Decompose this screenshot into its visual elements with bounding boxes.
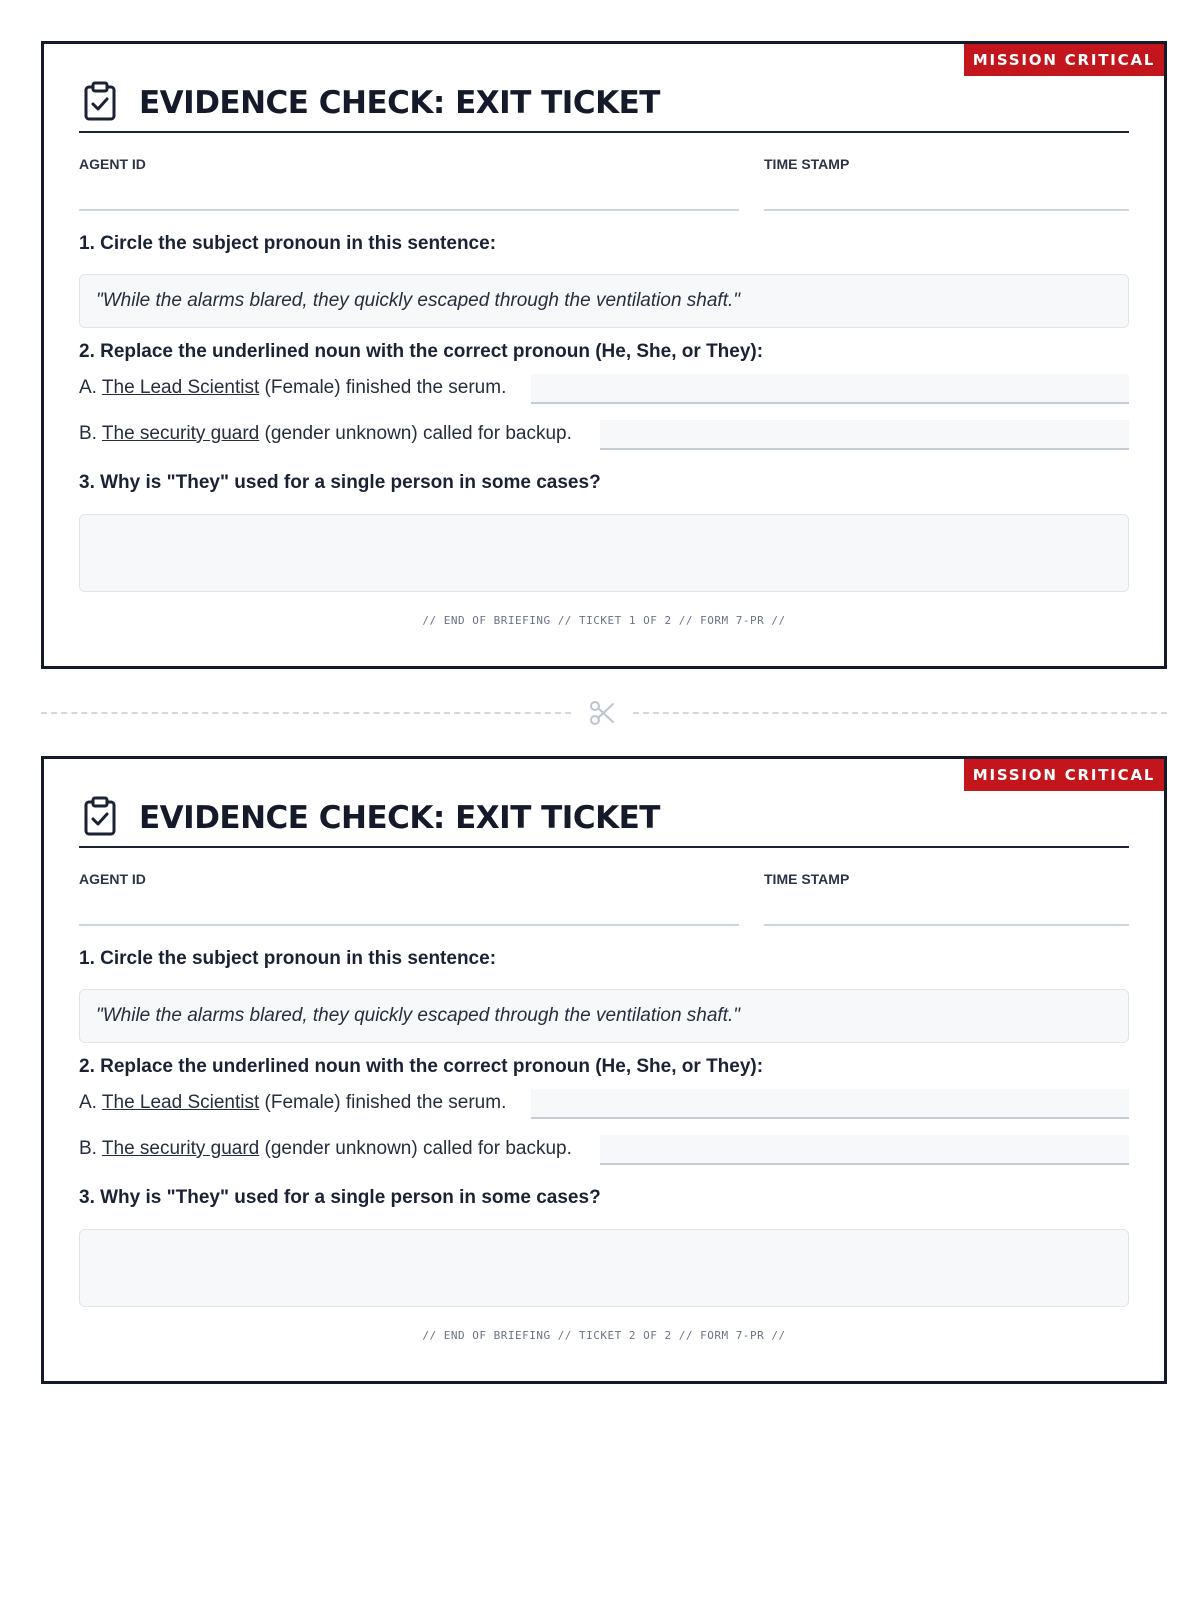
agent-id-label: AGENT ID [79,156,146,172]
time-stamp-label: TIME STAMP [764,156,850,172]
underlined-noun: The security guard [101,423,260,444]
cut-line-left [41,712,571,714]
scissors-icon [587,698,617,728]
answer-box-3[interactable] [79,514,1129,592]
ticket-header [79,796,1129,848]
time-stamp-label: TIME STAMP [764,871,850,887]
item-a: A. The Lead Scientist (Female) finished the serum. [79,377,507,398]
agent-id-field[interactable] [79,209,739,211]
item-b: B. The security guard (gender unknown) called for backup. [79,1138,572,1159]
question-2: 2. Replace the underlined noun with the correct pronoun (He, She, or They): [79,1056,764,1077]
underlined-noun: The security guard [101,1138,260,1159]
item-a: A. The Lead Scientist (Female) finished the serum. [79,1092,507,1113]
question-3: 3. Why is "They" used for a single person in some cases? [79,1187,601,1208]
cut-line-right [633,712,1167,714]
answer-line-a[interactable] [531,1089,1129,1119]
question-2: 2. Replace the underlined noun with the correct pronoun (He, She, or They): [79,341,764,362]
quote-sentence[interactable]: "While the alarms blared, they quickly escaped through the ventilation shaft." [79,274,1129,328]
ticket-header [79,81,1129,133]
underlined-noun: The Lead Scientist [101,1092,260,1113]
mission-critical-badge: MISSION CRITICAL [964,759,1164,791]
page-title: EVIDENCE CHECK: EXIT TICKET [139,800,660,836]
ticket-footer: // END OF BRIEFING // TICKET 2 OF 2 // FORM 7-PR // [422,1329,786,1342]
answer-line-b[interactable] [600,1135,1129,1165]
question-1: 1. Circle the subject pronoun in this sentence: [79,233,497,254]
question-3: 3. Why is "They" used for a single person in some cases? [79,472,601,493]
agent-id-field[interactable] [79,924,739,926]
item-b: B. The security guard (gender unknown) called for backup. [79,423,572,444]
mission-critical-badge: MISSION CRITICAL [964,44,1164,76]
exit-ticket-1 [41,41,1167,669]
question-1: 1. Circle the subject pronoun in this sentence: [79,948,497,969]
ticket-footer: // END OF BRIEFING // TICKET 1 OF 2 // FORM 7-PR // [422,614,786,627]
quote-sentence[interactable]: "While the alarms blared, they quickly escaped through the ventilation shaft." [79,989,1129,1043]
time-stamp-field[interactable] [764,209,1129,211]
answer-box-3[interactable] [79,1229,1129,1307]
exit-ticket-2 [41,756,1167,1384]
time-stamp-field[interactable] [764,924,1129,926]
underlined-noun: The Lead Scientist [101,377,260,398]
page-title: EVIDENCE CHECK: EXIT TICKET [139,85,660,121]
answer-line-a[interactable] [531,374,1129,404]
clipboard-check-icon [83,796,117,836]
clipboard-check-icon [83,81,117,121]
answer-line-b[interactable] [600,420,1129,450]
agent-id-label: AGENT ID [79,871,146,887]
